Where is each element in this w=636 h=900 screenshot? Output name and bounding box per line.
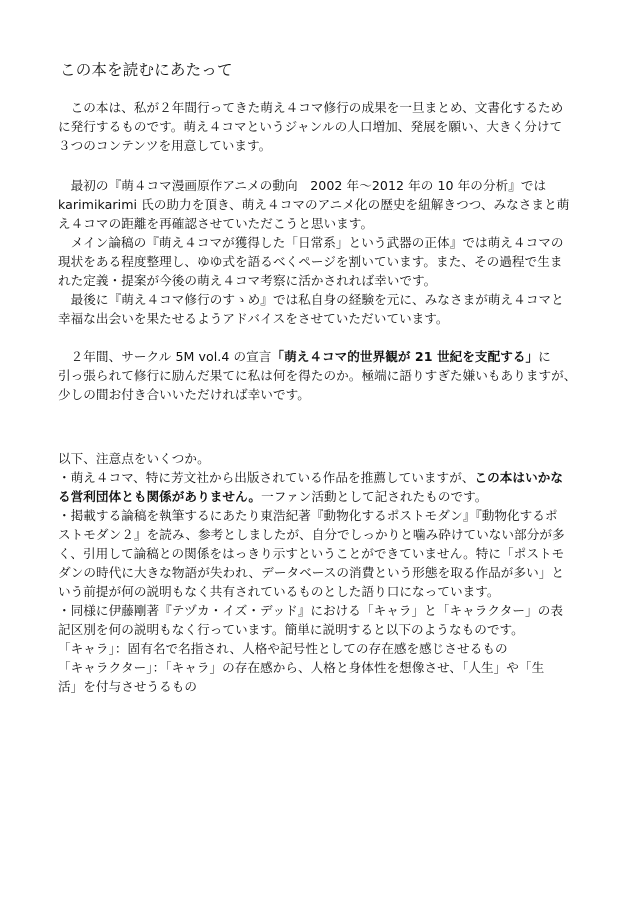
disclaimer-bold: この本はいかな bbox=[474, 470, 564, 485]
contents-line-8: 幸福な出会いを果たせるようアドバイスをさせていただいています。 bbox=[58, 311, 449, 326]
contents-line-2: karimikarimi 氏の助力を頂き、萌え４コマのアニメ化の歴史を紐解きつつ、みなさまと萌 bbox=[58, 197, 570, 212]
manifesto-text-end: に bbox=[538, 349, 551, 364]
page-title: この本を読むにあたって bbox=[60, 61, 233, 79]
manifesto-line-2: 引っ張られて修行に励んだ果てに私は何を得たのか。極端に語りすぎた嫌いもありますが、 bbox=[58, 368, 577, 383]
notes-text: 一ファン活動として記されたものです。 bbox=[261, 489, 488, 504]
notes-line-10: 記区別を何の説明もなく行っています。簡単に説明すると以下のようなものです。 bbox=[58, 622, 524, 637]
notes-line-6: く、引用して論稿との関係をはっきり示すということができていません。特に「ポストモ bbox=[58, 546, 565, 561]
intro-paragraph bbox=[58, 98, 588, 155]
notes-line-2 bbox=[58, 468, 588, 487]
notes-line-3 bbox=[58, 487, 588, 506]
disclaimer-bold: る営利団体とも関係がありません。 bbox=[58, 489, 262, 504]
notes-line-9: ・同様に伊藤剛著『テヅカ・イズ・デッド』における「キャラ」と「キャラクター」の表 bbox=[58, 603, 563, 618]
notes-line-4: ・掲載する論稿を執筆するにあたり東浩紀著『動物化するポストモダン』『動物化するポ bbox=[58, 508, 558, 523]
intro-line-3: ３つのコンテンツを用意しています。 bbox=[58, 138, 272, 153]
contents-line-7: 最後に『萌え４コマ修行のすゝめ』では私自身の経験を元に、みなさまが萌え４コマと bbox=[58, 292, 564, 307]
notes-section bbox=[58, 449, 588, 696]
notes-line-7: ダンの時代に大きな物語が失われ、データベースの消費という形態を取る作品が多い」と bbox=[58, 565, 565, 580]
contents-line-3: え４コマの距離を再確認させていただこうと思います。 bbox=[58, 216, 374, 231]
manifesto-paragraph bbox=[58, 347, 588, 404]
notes-text: ・萌え４コマ、特に芳文社から出版されている作品を推薦していますが、 bbox=[58, 470, 475, 485]
contents-line-5: 現状をある程度整理し、ゆゆ式を語るべくページを割いています。また、その過程で生ま bbox=[58, 254, 563, 269]
contents-line-4: メイン論稿の『萌え４コマが獲得した「日常系」という武器の正体』では萌え４コマの bbox=[58, 235, 564, 250]
contents-paragraph bbox=[58, 176, 588, 328]
notes-line-12: 「キャラクター」：「キャラ」の存在感から、人格と身体性を想像させ、「人生」や「生 bbox=[58, 660, 545, 675]
contents-line-1: 最初の『萌４コマ漫画原作アニメの動向 2002 年〜2012 年の 10 年の分析』では bbox=[58, 178, 547, 193]
manifesto-line-3: 少しの間お付き合いいただければ幸いです。 bbox=[58, 387, 310, 402]
notes-line-1: 以下、注意点をいくつか。 bbox=[58, 451, 210, 466]
notes-line-5: ストモダン２』を読み、参考としましたが、自分でしっかりと噛み砕けていない部分が多 bbox=[58, 527, 565, 542]
intro-line-1: この本は、私が２年間行ってきた萌え４コマ修行の成果を一旦まとめ、文書化するため bbox=[58, 100, 564, 115]
manifesto-text-start: ２年間、サークル 5M vol.4 の宣言 bbox=[58, 349, 272, 364]
manifesto-slogan: 「萌え４コマ的世界観が 21 世紀を支配する」 bbox=[271, 349, 539, 364]
contents-line-6: れた定義・提案が今後の萌え４コマ考察に活かされれば幸いです。 bbox=[58, 273, 437, 288]
manifesto-line-1 bbox=[58, 347, 588, 366]
intro-line-2: に発行するものです。萌え４コマというジャンルの人口増加、発展を願い、大きく分けて bbox=[58, 119, 563, 134]
notes-line-13: 活」を付与させうるもの bbox=[58, 679, 198, 694]
notes-line-8: いう前提が何の説明もなく共有されているものとした語り口になっています。 bbox=[58, 584, 500, 599]
notes-line-11: 「キャラ」：固有名で名指され、人格や記号性としての存在感を感じさせるもの bbox=[58, 641, 508, 656]
